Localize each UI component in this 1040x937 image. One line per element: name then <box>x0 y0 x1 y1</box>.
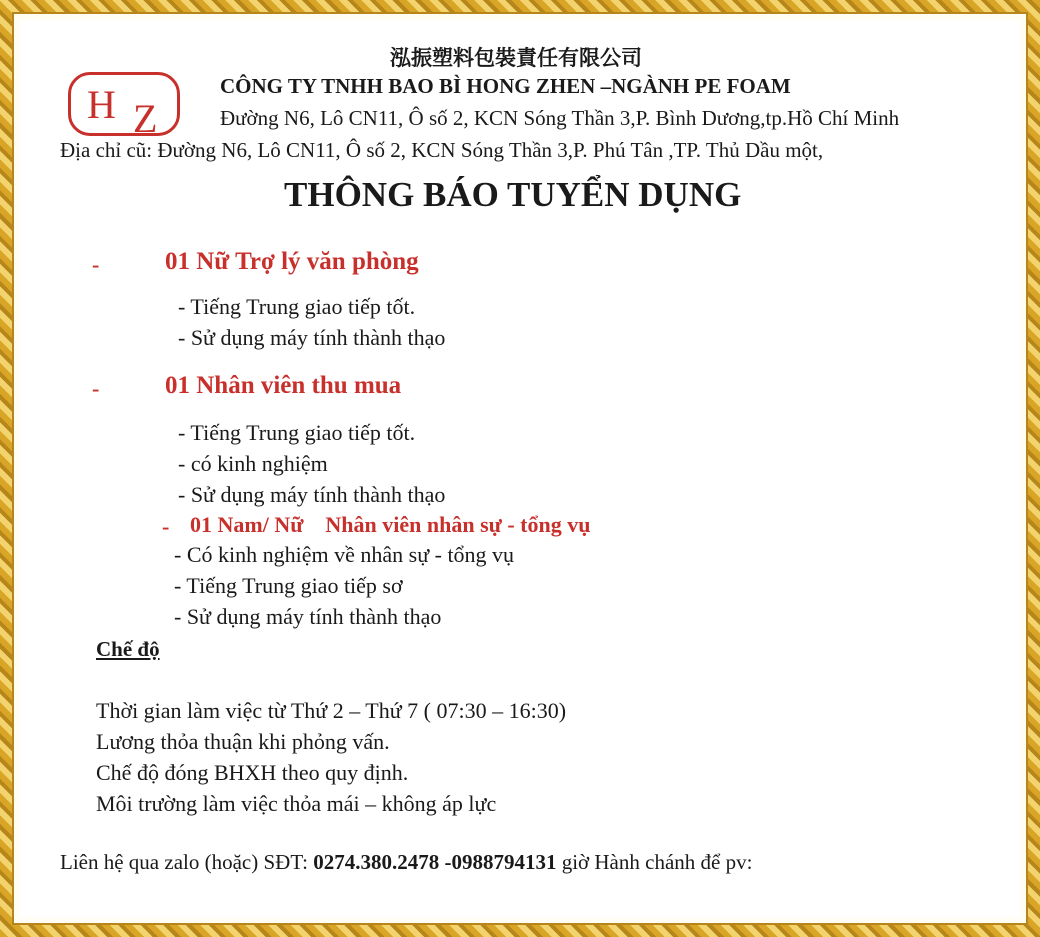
position-2-req-3: - Sử dụng máy tính thành thạo <box>178 482 446 507</box>
recruitment-notice <box>20 20 1020 917</box>
position-3-req-3: - Sử dụng máy tính thành thạo <box>174 604 442 629</box>
benefit-item-2: Lương thỏa thuận khi phỏng vấn. <box>96 729 390 754</box>
benefit-item-4: Môi trường làm việc thỏa mái – không áp lực <box>96 791 497 816</box>
company-address: Đường N6, Lô CN11, Ô số 2, KCN Sóng Thần 3,P. Bình Dương,tp.Hồ Chí Minh <box>220 106 900 130</box>
position-3-req-1: - Có kinh nghiệm về nhân sự - tổng vụ <box>174 542 515 567</box>
position-3-heading: 01 Nam/ Nữ Nhân viên nhân sự - tổng vụ <box>190 512 591 537</box>
logo-letter-h: H <box>87 82 116 127</box>
position-1-heading: 01 Nữ Trợ lý văn phòng <box>165 248 419 275</box>
position-3-req-2: - Tiếng Trung giao tiếp sơ <box>174 573 403 598</box>
position-1-req-1: - Tiếng Trung giao tiếp tốt. <box>178 294 416 319</box>
page-title: THÔNG BÁO TUYỂN DỤNG <box>284 175 742 214</box>
chinese-company-name: 泓振塑料包裝責任有限公司 <box>390 46 642 70</box>
contact-phones: 0274.380.2478 -0988794131 <box>313 850 557 874</box>
benefits-heading: Chế độ <box>96 637 160 661</box>
position-2-req-1: - Tiếng Trung giao tiếp tốt. <box>178 420 416 445</box>
position-2-dash: - <box>92 376 100 401</box>
logo-letter-z: Z <box>133 96 158 141</box>
benefit-item-1: Thời gian làm việc từ Thứ 2 – Thứ 7 ( 07:30 – 16:30) <box>96 698 567 723</box>
contact-prefix: Liên hệ qua zalo (hoặc) SĐT: <box>60 850 314 874</box>
contact-line <box>60 850 752 875</box>
company-name: CÔNG TY TNHH BAO BÌ HONG ZHEN –NGÀNH PE FOAM <box>220 74 791 98</box>
position-3-dash: - <box>162 514 170 539</box>
position-1-req-2: - Sử dụng máy tính thành thạo <box>178 325 446 350</box>
old-address: Địa chỉ cũ: Đường N6, Lô CN11, Ô số 2, KCN Sóng Thần 3,P. Phú Tân ,TP. Thủ Dầu một, <box>60 138 824 162</box>
benefit-item-3: Chế độ đóng BHXH theo quy định. <box>96 760 409 785</box>
position-2-req-2: - có kinh nghiệm <box>178 451 328 476</box>
position-1-dash: - <box>92 252 100 277</box>
company-logo <box>68 72 180 141</box>
position-2-heading: 01 Nhân viên thu mua <box>165 372 402 399</box>
contact-suffix: giờ Hành chánh để pv: <box>556 850 753 874</box>
